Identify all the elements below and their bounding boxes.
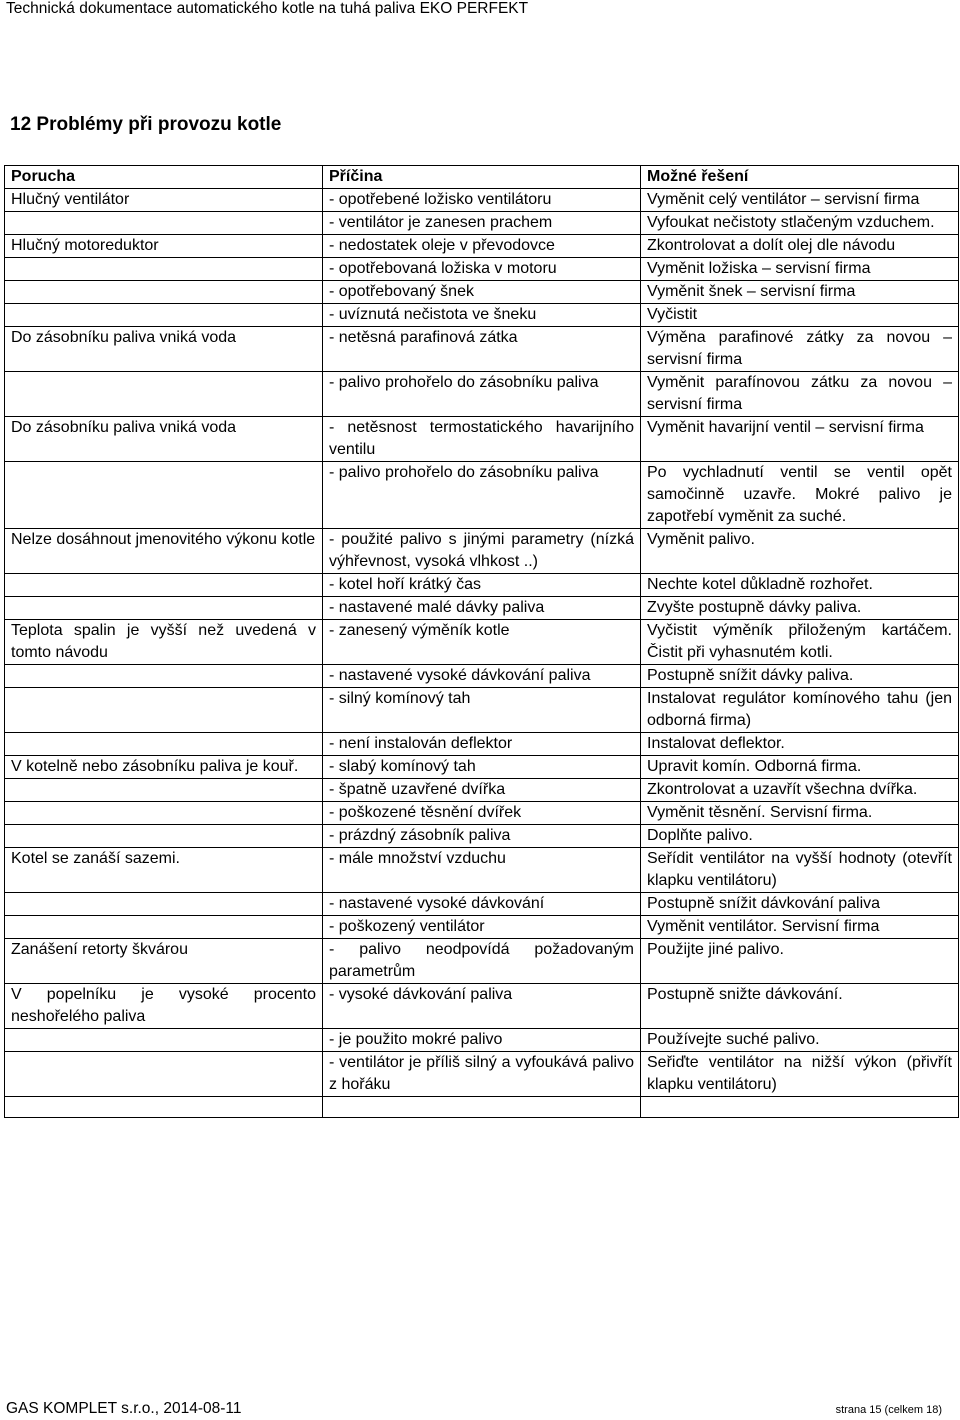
cell-reseni: Vyměnit šnek – servisní firma [641, 281, 959, 304]
cell-reseni: Postupně snížit dávkování paliva [641, 893, 959, 916]
header-porucha: Porucha [5, 166, 323, 189]
cell-pricina: - zanesený výměník kotle [323, 620, 641, 665]
cell-pricina: - není instalován deflektor [323, 733, 641, 756]
table-row [5, 916, 959, 939]
cell-reseni: Instalovat deflektor. [641, 733, 959, 756]
cell-porucha: Teplota spalin je vyšší než uvedená v tomto návodu [5, 620, 323, 665]
cell-pricina: - poškozený ventilátor [323, 916, 641, 939]
cell-reseni [641, 1097, 959, 1118]
cell-porucha [5, 802, 323, 825]
cell-porucha [5, 304, 323, 327]
cell-pricina: - použité palivo s jinými parametry (nízká výhřevnost, vysoká vlhkost ..) [323, 529, 641, 574]
table-row [5, 258, 959, 281]
cell-reseni: Používejte suché palivo. [641, 1029, 959, 1052]
table-row [5, 1052, 959, 1097]
cell-reseni: Instalovat regulátor komínového tahu (jen odborná firma) [641, 688, 959, 733]
cell-pricina [323, 1097, 641, 1118]
cell-pricina: - vysoké dávkování paliva [323, 984, 641, 1029]
footer-page-number: strana 15 (celkem 18) [835, 1404, 942, 1416]
cell-pricina: - mále množství vzduchu [323, 848, 641, 893]
table-body [5, 189, 959, 1118]
table-row [5, 756, 959, 779]
cell-porucha [5, 1052, 323, 1097]
table-row [5, 779, 959, 802]
cell-porucha [5, 1029, 323, 1052]
cell-porucha [5, 779, 323, 802]
table-row [5, 281, 959, 304]
cell-porucha: Nelze dosáhnout jmenovitého výkonu kotle [5, 529, 323, 574]
table-row [5, 212, 959, 235]
cell-pricina: - palivo neodpovídá požadovaným parametrům [323, 939, 641, 984]
cell-reseni: Doplňte palivo. [641, 825, 959, 848]
cell-reseni: Vyčistit výměník přiloženým kartáčem. Čistit při vyhasnutém kotli. [641, 620, 959, 665]
cell-pricina: - silný komínový tah [323, 688, 641, 733]
cell-porucha: Kotel se zanáší sazemi. [5, 848, 323, 893]
cell-pricina: - ventilátor je zanesen prachem [323, 212, 641, 235]
cell-reseni: Vyměnit parafínovou zátku za novou – servisní firma [641, 372, 959, 417]
cell-pricina: - opotřebené ložisko ventilátoru [323, 189, 641, 212]
table-row [5, 529, 959, 574]
table-row [5, 733, 959, 756]
table-row [5, 304, 959, 327]
cell-porucha [5, 665, 323, 688]
cell-reseni: Seřiďte ventilátor na nižší výkon (přivřít klapku ventilátoru) [641, 1052, 959, 1097]
cell-pricina: - nastavené vysoké dávkování [323, 893, 641, 916]
cell-reseni: Vyfoukat nečistoty stlačeným vzduchem. [641, 212, 959, 235]
cell-pricina: - uvíznutá nečistota ve šneku [323, 304, 641, 327]
cell-reseni: Postupně snižte dávkování. [641, 984, 959, 1029]
table-row [5, 802, 959, 825]
header-reseni: Možné řešení [641, 166, 959, 189]
footer-company-date: GAS KOMPLET s.r.o., 2014-08-11 [6, 1400, 242, 1417]
table-row [5, 235, 959, 258]
cell-porucha [5, 733, 323, 756]
table-row [5, 825, 959, 848]
cell-pricina: - nedostatek oleje v převodovce [323, 235, 641, 258]
cell-porucha [5, 258, 323, 281]
cell-reseni: Vyčistit [641, 304, 959, 327]
table-row [5, 597, 959, 620]
cell-reseni: Zvyšte postupně dávky paliva. [641, 597, 959, 620]
cell-porucha: Do zásobníku paliva vniká voda [5, 417, 323, 462]
cell-reseni: Vyměnit těsnění. Servisní firma. [641, 802, 959, 825]
cell-reseni: Postupně snížit dávky paliva. [641, 665, 959, 688]
cell-porucha: Hlučný ventilátor [5, 189, 323, 212]
cell-porucha [5, 597, 323, 620]
table-row [5, 848, 959, 893]
cell-pricina: - nastavené vysoké dávkování paliva [323, 665, 641, 688]
cell-pricina: - nastavené malé dávky paliva [323, 597, 641, 620]
cell-reseni: Vyměnit ventilátor. Servisní firma [641, 916, 959, 939]
section-title: 12 Problémy při provozu kotle [10, 114, 282, 135]
cell-reseni: Zkontrolovat a dolít olej dle návodu [641, 235, 959, 258]
table-row [5, 893, 959, 916]
cell-pricina: - poškozené těsnění dvířek [323, 802, 641, 825]
cell-pricina: - prázdný zásobník paliva [323, 825, 641, 848]
cell-porucha [5, 688, 323, 733]
table-row [5, 939, 959, 984]
cell-reseni: Upravit komín. Odborná firma. [641, 756, 959, 779]
cell-porucha [5, 825, 323, 848]
cell-porucha: Zanášení retorty škvárou [5, 939, 323, 984]
cell-pricina: - netěsnost termostatického havarijního ventilu [323, 417, 641, 462]
header-pricina: Příčina [323, 166, 641, 189]
cell-reseni: Zkontrolovat a uzavřít všechna dvířka. [641, 779, 959, 802]
cell-porucha [5, 212, 323, 235]
cell-reseni: Vyměnit palivo. [641, 529, 959, 574]
cell-reseni: Výměna parafinové zátky za novou – servisní firma [641, 327, 959, 372]
cell-porucha: Do zásobníku paliva vniká voda [5, 327, 323, 372]
table-row [5, 574, 959, 597]
table-header-row [5, 166, 959, 189]
cell-reseni: Použijte jiné palivo. [641, 939, 959, 984]
cell-porucha [5, 372, 323, 417]
cell-pricina: - opotřebovaný šnek [323, 281, 641, 304]
cell-porucha [5, 916, 323, 939]
cell-reseni: Vyměnit ložiska – servisní firma [641, 258, 959, 281]
problems-table [4, 165, 959, 1118]
cell-pricina: - ventilátor je příliš silný a vyfoukává palivo z hořáku [323, 1052, 641, 1097]
cell-pricina: - slabý komínový tah [323, 756, 641, 779]
cell-porucha: Hlučný motoreduktor [5, 235, 323, 258]
table-row [5, 372, 959, 417]
table-row [5, 417, 959, 462]
cell-reseni: Po vychladnutí ventil se ventil opět samočinně uzavře. Mokré palivo je zapotřebí vyměnit za suché. [641, 462, 959, 529]
table-row [5, 462, 959, 529]
table-row [5, 1029, 959, 1052]
table-row [5, 620, 959, 665]
cell-pricina: - palivo prohořelo do zásobníku paliva [323, 372, 641, 417]
cell-reseni: Vyměnit celý ventilátor – servisní firma [641, 189, 959, 212]
cell-pricina: - je použito mokré palivo [323, 1029, 641, 1052]
cell-porucha: V popelníku je vysoké procento neshořelého paliva [5, 984, 323, 1029]
cell-porucha: V kotelně nebo zásobníku paliva je kouř. [5, 756, 323, 779]
cell-reseni: Seřídit ventilátor na vyšší hodnoty (otevřít klapku ventilátoru) [641, 848, 959, 893]
running-header: Technická dokumentace automatického kotle na tuhá paliva EKO PERFEKT [6, 0, 529, 17]
table-row [5, 665, 959, 688]
cell-pricina: - opotřebovaná ložiska v motoru [323, 258, 641, 281]
cell-porucha [5, 893, 323, 916]
cell-porucha [5, 281, 323, 304]
cell-pricina: - palivo prohořelo do zásobníku paliva [323, 462, 641, 529]
table-row [5, 1097, 959, 1118]
table-row [5, 189, 959, 212]
cell-reseni: Nechte kotel důkladně rozhořet. [641, 574, 959, 597]
table-row [5, 327, 959, 372]
table-row [5, 688, 959, 733]
cell-porucha [5, 1097, 323, 1118]
cell-pricina: - netěsná parafinová zátka [323, 327, 641, 372]
cell-reseni: Vyměnit havarijní ventil – servisní firma [641, 417, 959, 462]
table-row [5, 984, 959, 1029]
cell-porucha [5, 574, 323, 597]
cell-pricina: - špatně uzavřené dvířka [323, 779, 641, 802]
cell-pricina: - kotel hoří krátký čas [323, 574, 641, 597]
cell-porucha [5, 462, 323, 529]
